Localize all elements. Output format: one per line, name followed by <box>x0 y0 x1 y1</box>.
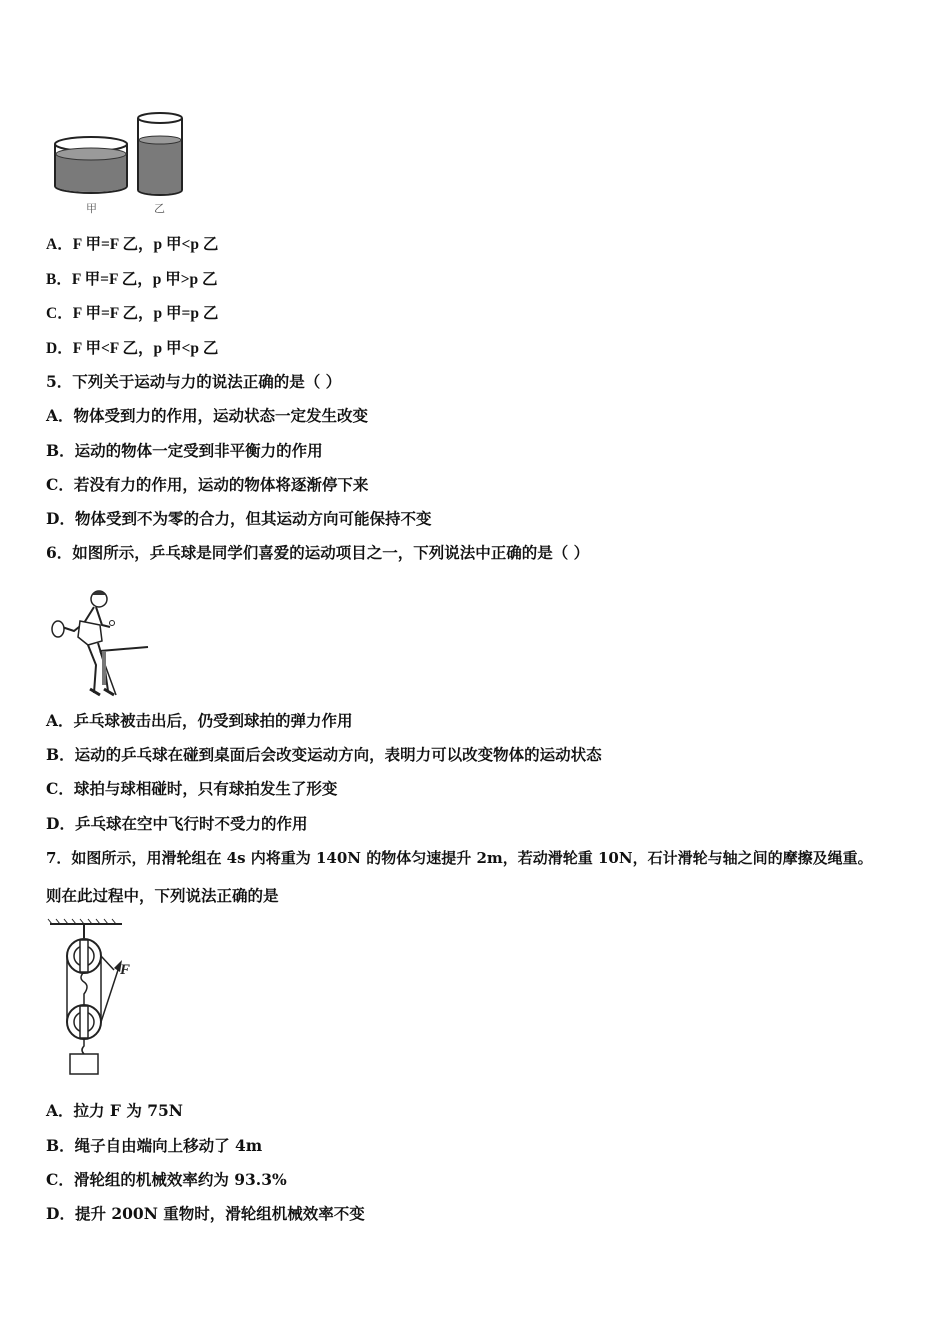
q4-option-b[interactable]: B．F 甲=F 乙，p 甲>p 乙 <box>46 271 218 288</box>
pulley-system-figure <box>44 918 144 1080</box>
label-jia: 甲 <box>86 202 97 215</box>
q5-stem: 5．下列关于运动与力的说法正确的是（ ） <box>46 372 342 391</box>
q7-option-d[interactable]: D．提升 200N 重物时，滑轮组机械效率不变 <box>46 1204 365 1223</box>
q6-option-c[interactable]: C．球拍与球相碰时，只有球拍发生了形变 <box>46 779 338 798</box>
q5-option-b[interactable]: B．运动的物体一定受到非平衡力的作用 <box>46 441 323 460</box>
q7-option-c[interactable]: C．滑轮组的机械效率约为 93.3% <box>46 1170 287 1189</box>
q5-option-d[interactable]: D．物体受到不为零的合力，但其运动方向可能保持不变 <box>46 509 432 528</box>
q4-option-c[interactable]: C．F 甲=F 乙，p 甲=p 乙 <box>46 305 219 322</box>
q4-option-d[interactable]: D．F 甲<F 乙，p 甲<p 乙 <box>46 340 219 357</box>
q4-option-a[interactable]: A．F 甲=F 乙，p 甲<p 乙 <box>46 236 219 253</box>
q5-option-a[interactable]: A．物体受到力的作用，运动状态一定发生改变 <box>46 406 369 425</box>
q7-option-b[interactable]: B．绳子自由端向上移动了 4m <box>46 1136 263 1155</box>
force-label: F <box>120 962 131 978</box>
q6-option-a[interactable]: A．乒乓球被击出后，仍受到球拍的弹力作用 <box>46 711 353 730</box>
q7-option-a[interactable]: A．拉力 F 为 75N <box>46 1101 183 1120</box>
q7-stem-line1: 7．如图所示，用滑轮组在 4s 内将重为 140N 的物体匀速提升 2m，若动滑轮重 10N，石计滑轮与轴之间的摩擦及绳重。 <box>46 849 873 867</box>
q7-stem-line2: 则在此过程中，下列说法正确的是 <box>46 886 279 905</box>
q6-stem: 6．如图所示，乒乓球是同学们喜爱的运动项目之一，下列说法中正确的是（ ） <box>46 543 590 562</box>
containers-figure <box>48 108 193 218</box>
q6-option-b[interactable]: B．运动的乒乓球在碰到桌面后会改变运动方向，表明力可以改变物体的运动状态 <box>46 745 602 764</box>
label-yi: 乙 <box>154 202 165 215</box>
q6-option-d[interactable]: D．乒乓球在空中飞行时不受力的作用 <box>46 814 308 833</box>
q5-option-c[interactable]: C．若没有力的作用，运动的物体将逐渐停下来 <box>46 475 369 494</box>
ping-pong-player-figure <box>44 585 154 700</box>
